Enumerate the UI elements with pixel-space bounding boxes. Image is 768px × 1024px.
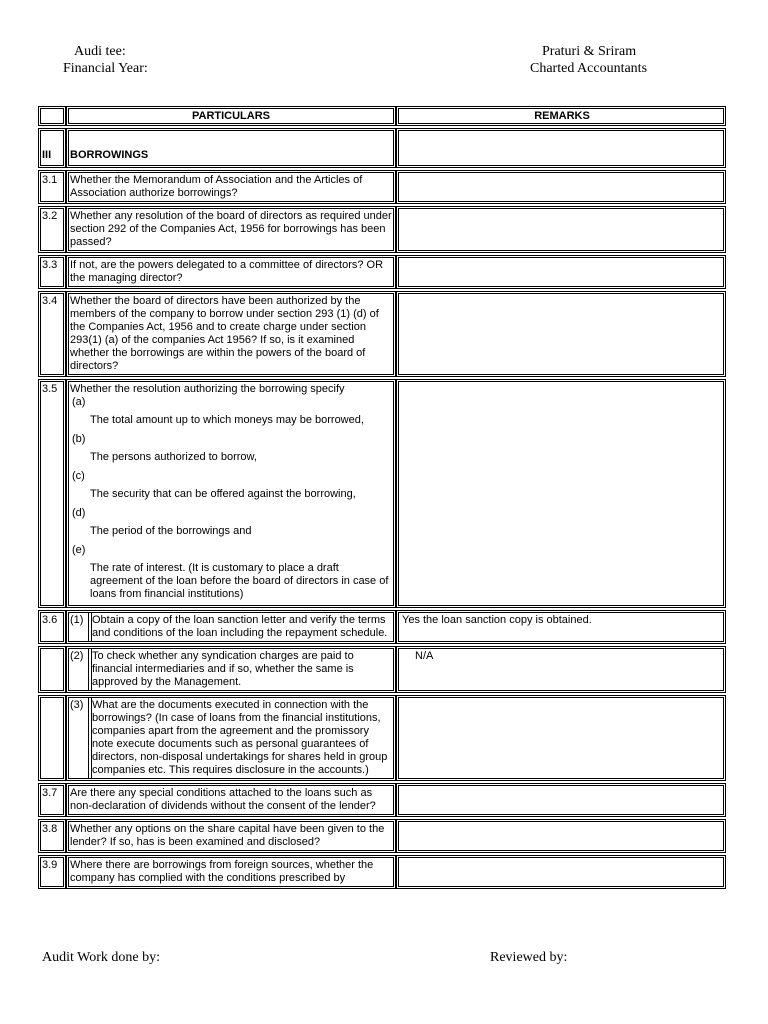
header-remarks: REMARKS — [398, 108, 724, 124]
option-label: (e) — [72, 544, 86, 556]
row-remark — [398, 857, 724, 887]
row-remark: N/A — [398, 648, 724, 691]
sub-text: To check whether any syndication charges are paid to financial intermediaries and if so, whether the same is approved by the Management. — [92, 650, 354, 688]
row-particulars: If not, are the powers delegated to a committee of directors? OR the managing director? — [68, 257, 394, 287]
table-row — [38, 819, 730, 853]
row-particulars: Where there are borrowings from foreign sources, whether the company has complied with the conditions prescribed by — [68, 857, 394, 887]
table-row — [38, 170, 730, 204]
auditee-label: Audi tee: — [74, 44, 126, 59]
row-particulars: Whether any resolution of the board of directors as required under section 292 of the Companies Act, 1956 for borrowings has been passed? — [68, 208, 394, 251]
table-row — [38, 255, 730, 289]
row-number: 3.8 — [40, 821, 64, 851]
row-remark — [398, 172, 724, 202]
option-text: The total amount up to which moneys may be borrowed, — [90, 414, 364, 426]
table-row — [38, 610, 730, 644]
row-number: 3.7 — [40, 785, 64, 815]
row-particulars — [68, 648, 394, 691]
table-header-row — [38, 106, 730, 126]
row-remark — [398, 785, 724, 815]
sub-text: What are the documents executed in connection with the borrowings? (In case of loans from the financial institutions, companies apart from the agreement and the promissory note execute documents such as personal guarantees of directors, non-disposal undertakings for shares held in group companies etc. This requires disclosure in the accounts.) — [92, 699, 388, 776]
section-row — [38, 128, 730, 168]
option-label: (c) — [72, 470, 85, 482]
table-row — [38, 855, 730, 889]
row-particulars: Whether the Memorandum of Association and the Articles of Association authorize borrowings? — [68, 172, 394, 202]
row-number: 3.3 — [40, 257, 64, 287]
table-row — [38, 783, 730, 817]
row-particulars: Whether the board of directors have been authorized by the members of the company to borrow under section 293 (1) (d) of the Companies Act, 1956 and to create charge under section 293(1) (a) of the companies Act 1956? If so, is it examined whether the borrowings are within the powers of the board of directors? — [68, 293, 394, 375]
section-remark — [398, 130, 724, 166]
audit-work-done-by: Audit Work done by: — [42, 950, 160, 965]
row-number: 3.2 — [40, 208, 64, 251]
financial-year-label: Financial Year: — [63, 61, 148, 76]
sub-text: Obtain a copy of the loan sanction letter and verify the terms and conditions of the loan including the repayment schedule. — [92, 614, 388, 639]
row-particulars: Are there any special conditions attached to the loans such as non-declaration of dividends without the consent of the lender? — [68, 785, 394, 815]
row-remark: Yes the loan sanction copy is obtained. — [398, 612, 724, 642]
row-number: 3.4 — [40, 293, 64, 375]
row-number: 3.5 — [40, 381, 64, 606]
row-number — [40, 648, 64, 691]
section-number: III — [40, 130, 64, 166]
sub-number: (3) — [69, 698, 89, 778]
table-row — [38, 646, 730, 693]
row-remark — [398, 381, 724, 606]
option-label: (b) — [72, 433, 86, 445]
row-number: 3.9 — [40, 857, 64, 887]
row-number: 3.6 — [40, 612, 64, 642]
option-text: The rate of interest. (It is customary to place a draft agreement of the loan before the board of directors in case of loans from financial institutions) — [90, 562, 389, 600]
table-row — [38, 291, 730, 377]
option-text: The period of the borrowings and — [90, 525, 252, 537]
firm-subtitle: Charted Accountants — [530, 61, 648, 76]
row-intro: Whether the resolution authorizing the borrowing specify — [70, 383, 345, 395]
row-remark — [398, 257, 724, 287]
option-text: The persons authorized to borrow, — [90, 451, 257, 463]
audit-checklist-table — [38, 106, 730, 891]
row-remark — [398, 697, 724, 779]
header-num-cell — [40, 108, 64, 124]
row-remark — [398, 208, 724, 251]
sub-number: (2) — [69, 649, 89, 690]
row-particulars — [68, 612, 394, 642]
header-particulars: PARTICULARS — [68, 108, 394, 124]
row-particulars: Whether any options on the share capital have been given to the lender? If so, has is been examined and disclosed? — [68, 821, 394, 851]
table-row — [38, 206, 730, 253]
table-row — [38, 379, 730, 608]
option-text: The security that can be offered against the borrowing, — [90, 488, 356, 500]
row-particulars — [68, 697, 394, 779]
row-number — [40, 697, 64, 779]
sub-number: (1) — [69, 613, 89, 641]
row-particulars — [68, 381, 394, 606]
option-label: (a) — [72, 396, 86, 408]
table-row — [38, 695, 730, 781]
row-remark — [398, 821, 724, 851]
row-number: 3.1 — [40, 172, 64, 202]
row-remark — [398, 293, 724, 375]
firm-name: Praturi & Sriram — [542, 44, 637, 59]
section-title: BORROWINGS — [68, 130, 394, 166]
reviewed-by: Reviewed by: — [490, 950, 568, 965]
option-label: (d) — [72, 507, 86, 519]
